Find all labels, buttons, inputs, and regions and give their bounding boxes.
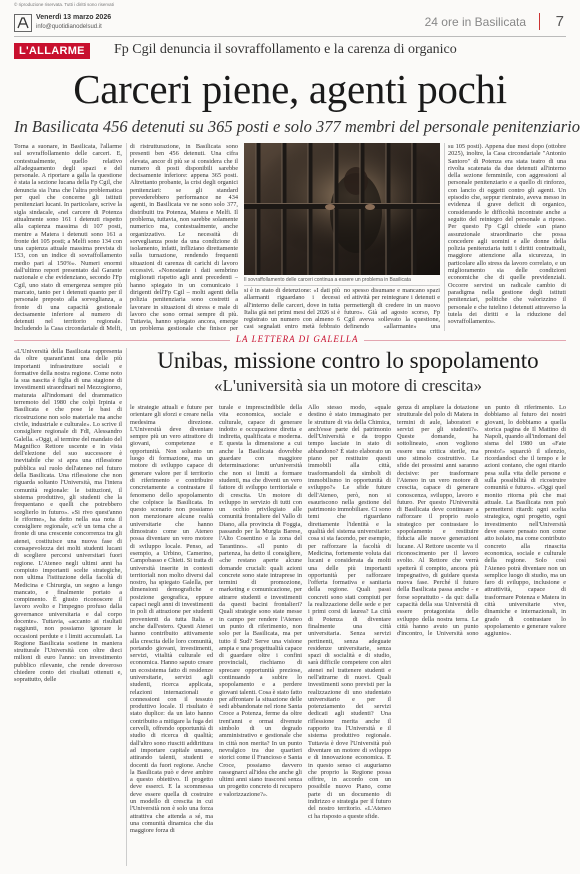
kicker-tag: L'ALLARME — [14, 43, 90, 59]
masthead-divider — [539, 13, 540, 30]
letter-column-1 — [14, 348, 122, 866]
article-column-2 — [130, 143, 238, 331]
subheadline: In Basilicata 456 detenuti su 365 posti e solo 377 membri del personale penitenziario — [14, 117, 580, 136]
article-column-1 — [14, 143, 122, 331]
issue-date: Venerdì 13 marzo 2026 — [36, 14, 112, 21]
article-text: di ristrutturazione, in Basilicata sono presenti ben 456 detenuti. Una cifra elevata, ancor di più se si considera che il numero di posti disponibili sarebbe decisamente inferiore: appena 365 posti. Altrettanto probante, la crisi degli organici penitenziari: se gli standard prevederebbero performance ne 434 agenti, in Basilicata ve ne sono solo 377, distribuiti tra Potenza, Matera e Melfi. Il problema, tuttavia, non sarebbe solamente numerico ma, contestualmente, anche organizzativo. Le necessità di sorveglianza poste da una condizione di isolamento, infatti, infliziano direttamente sulla turnazione, rendendo frequenti situazioni di carenza di carichi di lavoro eccessivi. «Nonostante i dati sembrino migliorati rispetto agli anni precedenti – hanno spiegato in un comunicato i dirigenti dell'Fp Cgil – molti agenti della polizia penitenziaria sono costretti a lavorare in situazioni di stress e male di lavoro che sono ormai sempre di più. Tuttavia, hanno spiegato ancora, emerge un problema gestionale che finisce per — [130, 143, 238, 331]
letter-subtitle: «L'università sia un motore di crescita» — [214, 376, 482, 395]
headline: Carceri piene, agenti pochi — [73, 66, 507, 112]
letter-column-5 — [397, 404, 566, 866]
kicker-text: Fp Cgil denuncia il sovraffollamento e la carenza di organico — [114, 42, 457, 57]
column-divider — [126, 143, 127, 331]
contact-email: info@quotidianodelsud.it — [36, 24, 102, 30]
page-number: 7 — [555, 13, 564, 30]
letter-text: Allo stesso modo, «quale destino è stato immaginato per le strutture di via della Chimica, anch'esse parte del patrimonio dell'Università e da troppo tempo lasciate in stato di abbandono? È stato elaborato un piano per restituire questi immobili alla città, trasformandoli da simboli di immobilismo in opportunità di sviluppo?» Le sfide future dell'Ateneo, però, non si esauriscono nella gestione del patrimonio immobiliare. Ci sono temi che riguardano direttamente l'identità e la qualità del sistema universitario: cosa si sta facendo, per esempio, per rafforzare la facoltà di Medicina, fortemente voluta dai lucani e considerata da molti una delle più importanti opportunità per rafforzare l'offerta formativa e sanitaria della regione. Quali passi concreti sono stati compiuti per la realizzazione delle sede e per i primi corsi di laurea? La città di Potenza di diventare finalmente una città universitaria. Senza servizi pertinenti, senza adeguate residenze universitarie, senza spazi di socialità e di studio, sarà difficile competere con altri atenei nel trattenere studenti e nell'attrarne di nuovi. Quali investimenti sono previsti per la realizzazione di uno studentato universitario e per il potenziamento dei servizi dedicati agli studenti? Una riflessione merita anche il rapporto tra l'Università e il sistema produttivo regionale. Tuttavia è dove l'Università può diventare un motore di sviluppo e di innovazione economica. E in questo senso ci auguriamo che proprio la Regione possa offrire, in accordo con un possibile nuovo Piano, come parte di un documento di indirizzo e strategia per il futuro del nostro territorio. «L'Ateneo ci ha risposto a queste sfide. — [308, 404, 391, 820]
article-column-3 — [244, 287, 340, 331]
article-text: Torna a suonare, in Basilicata, l'allarme sul sovraffollamento delle carceri. E, contestualmente, quello relativo all'adeguamento degli spazi e del personale. A riportare a galla la questione è stata la sezione lucana della Fp Cgil, che denuncia sia l'una che l'altra problematica per quel che concerne gli istituti penitenziari lucani. In particolare, scrive la sigla sindacale, «nel carcere di Potenza attualmente sono 161 i detenuti rispetto alla capienza massima di 107 posti, mentre a Matera i detenuti sono 161 a fronte dei 105 posti; a Melfi sono 134 con una capienza attuale massima prevista di 153, con un indice di sovraffollamento medio pari al 150%». Numeri enormi dall'ultimo report presentato dal Garante nazionale e che evidenziano, secondo l'Fp Cgil, uno stato di emergenza sempre più marcato, tanto per i detenuti quanto per il personale preposto alla sorveglianza, a fronte di una capacità gestionale decisamente inferiore al numero di detenuti nel territorio regionale. Includendo la Casa circondariale di Melfi, — [14, 143, 122, 331]
letter-title: Unibas, missione contro lo spopolamento — [157, 348, 539, 373]
article-photo — [244, 143, 440, 275]
letter-label: LA LETTERA DI GALELLA — [230, 334, 364, 344]
letter-text: genza di ampliare la dotazione strutturale del polo di Matera in termini di aule, laboratori e servizi per gli studenti?». Queste domande, ha sottolineato, «non vogliono essere una critica sterile, ma uno stimolo costruttivo. Le sfide dei prossimi anni saranno decisive: per trasformare l'Ateneo in un vero motore di crescita, capace di generare conoscenza, sviluppo, lavoro e futuro. Per questo l'Università di Basilicata deve continuare a rafforzare il proprio ruolo strategico per contrastare lo spopolamento e restituire fiducia alle nuove generazioni lucane. Al Rettore uscente va il riconoscimento per il lavoro svolto. Al Rettore che verrà spetterà il compito, ancora più impegnativo, di guidare questa nuova fase. Perché il futuro della Basilicata passa anche - e forse soprattutto - da qui: dalla capacità della sua Università di essere protagonista dello sviluppo della nostra terra. Le città hanno avuto un punto d'incontro, le Università sono un punto di riferimento. Lo dobbiamo al futuro dei nostri giovani, lo dobbiamo a quella storica pagina de Il Mattino di Napoli, quando all'indomani del sisma del 1980 un «Fate presto!» squarciò il silenzio, ricordandoci che il tempo e le azioni contano, che ogni ritardo pesa sulla vita delle persone e sulla possibilità di ricostruire comunità e futuro». «Oggi quel monito ritorna più che mai attuale. La Basilicata non può permettersi ritardi: ogni scelta strategica, ogni progetto, ogni investimento nell'Università deve essere pensato non come atto isolato, ma come contributo concreto alla rinascita economica, sociale e culturale della regione. Solo così l'Ateneo potrà diventare non un semplice luogo di studio, ma un faro di sviluppo, inclusione e attrattività, capace di trasformare Potenza e Matera in città universitarie vive, dinamiche e internazionali, in grado di contrastare lo spopolamento e generare valore aggiunto». — [397, 404, 566, 638]
section-name: 24 ore in Basilicata — [424, 15, 526, 29]
article-text: su 105 posti). Appena due mesi dopo (ottobre 2025), inoltre, la Casa circondariale "Antonio Santoro" di Potenza era stata teatro di una rivolta scatenata da due detenuti all'interno della sezione femminile, con aggressioni al personale penitenziario e a quello di rinforzo, con lancio di oggetti contro gli agenti. Un episodio che, seppur rientrato, aveva messo in evidenza il grave deficit di organico, considerando le difficoltà incontrate anche a seguito del reintegro del personale a riposo. Per questo Fp Cgil chiede «un piano assunzionale straordinario che possa concedere agli uomini e alle donne della polizia penitenziaria tutti i diritti contrattuali, maggiore attenzione alla sicurezza, in particolare allo stress da lavoro correlato, e un miglioramento sia delle condizioni economiche che di quelle previdenziali. Occorre servirsi un radicale cambio di paradigma nella gestione degli istituti penitenziari, politiche che valorizzino il personale e che tutelino i detenuti attraverso la tutela dei diritti e la riduzione del sovraffollamento». — [448, 143, 566, 326]
masthead — [14, 10, 566, 37]
column-divider — [126, 348, 127, 866]
letter-text: turale e imprescindibile della vita economica, sociale e culturale, capace di generare indotto e occupazione diretta e indiretta, qualificata e moderna. E questa la dimensione a cui anche la Basilicata dovrebbe guardare con maggiore determinazione: un'università che non si limiti a formare studenti, ma che diventi un vero fattore di sviluppo territoriale e di crescita. Un motore di sviluppo in servizio di tutti con un occhio privilegiato alle comunità frontaliere del Vallo di Diano, alla provincia di Foggia, passando per la Murgia Barese, l'Alto Cosentino e la zona del Tarantino». «Il punto di partenza, ha detto il consigliere, «che restano aperte alcune domande cruciali: quali azioni concrete sono state intraprese in termini di promozione, marketing e comunicazione, per attrarre studenti e investimenti da questi bacini frontalieri? Quali strategie sono state messe in campo per rendere l'Ateneo un punto di riferimento, non solo per la Basilicata, ma per tutto il Sud? Serve una visione ampia e una progettualità capace di guardare oltre i confini provinciali, rischiamo di sprecare opportunità preziose, continuando a subire lo spopolamento e a perdere giovani talenti. Cosa è stato fatto per affrontare la situazione delle sedi abbandonate nel rione Santa Croce a Potenza, ferme da oltre trent'anni e ormai divenute simbolo di un degrado amministrativo e gestionale che in città non merita? In un punto nevralgico tra due quartieri storici come il Francioso e Santa Croce, possiamo davvero rassegnarci all'idea che anche gli ultimi anni siano trascorsi senza un progetto concreto di recupero e valorizzazione?». — [219, 404, 302, 798]
article-text: si è in stato di detenzione: «I dati più allarmanti riguardano i decessi all'interno delle carceri, dove in tutta Italia già nei primi mesi del 2026 si è registrato un numero con almeno 6 casi segnalati entro metà febbraio — [244, 287, 340, 331]
newspaper-logo — [14, 14, 32, 32]
article-column-5 — [448, 143, 566, 331]
prison-bars-photo — [244, 143, 440, 275]
letter-column-2 — [130, 404, 213, 866]
column-divider — [444, 143, 445, 331]
copyright-notice: © riproduzione riservata. Tutti i diritti sono riservati — [14, 2, 114, 7]
letter-column-4 — [308, 404, 391, 866]
photo-caption: Il sovraffollamento delle carceri continua a essere un problema in Basilicata — [244, 277, 440, 286]
letter-text: «L'Università della Basilicata rappresenta da oltre quarant'anni una delle più importanti infrastrutture sociali e formative della nostra regione. Come noto la sua nascita è figlia di una stagione di investimenti straordinari nel Mezzogiorno, maturata all'indomani del drammatico terremoto del 1980 che colpì Irpinia e Basilicata e che pose le basi di ricostruzione non solo materiale ma anche civile, industriale e culturale». Lo scrive il consigliere regionale di FdI, Alessandro Galella. «Oggi, al termine del mandato del Magnifico Rettore uscente e in vista dell'elezione del suo successore è inevitabile che si apra una riflessione pubblica sul ruolo dell'ateneo nel futuro della Basilicata. Una riflessione che non riguarda soltanto l'Università, ma l'intera comunità regionale: le istituzioni, il sistema produttivo, gli studenti che la frequentano e quelli che potrebbero sceglierlo in futuro». «Si rivo quest'anno le riforme», ha detto nella sua nota il consigliere regionale, «c'è un tema che a fronte di una crescente concorrenza tra gli atenei, costituisce una nuova fase di consapevolezza dei molti studenti lucani di scegliere percorsi universitari fuori regione. L'Ateneo negli ultimi anni ha compiuto importanti scelte strategiche, non ultima l'istituzione della facoltà di Medicina e Chirurgia, un segno a lungo mancato, e finalmente portato a compimento. È giusto riconoscere il lavoro svolto e l'impegno profuso dalla governance universitaria e dal corpo docente». Tuttavia, «accanto ai risultati raggiunti, non possiamo ignorare le occasioni perdute e i limiti accumulati. La Regione Basilicata sostiene in maniera strutturale l'Università con oltre dieci milioni di euro l'anno: un investimento pubblico rilevante, che rende doveroso chiedere conto dei risultati ottenuti e, soprattutto, delle — [14, 348, 122, 684]
article-column-4 — [344, 287, 440, 331]
article-text: no spesso disumane e mancano spazi ed attività per reintegrare i detenuti e permettergli di credere in un nuovo futuro». Già ad agosto scorso, Fp Cgil aveva sollevato la questione, definendo «allarmante» una — [344, 287, 440, 331]
kicker-row — [14, 43, 566, 59]
letter-text: le strategie attuali e future per orientare gli sforzi e creare nella medesima direzione. L'Università deve diventare sempre più un vero attrattore di giovani, competenze e opportunità. Non soltanto un luogo di formazione, ma un motore di sviluppo capace di generare valore per il territorio di riferimento e contribuire concretamente a contrastare il fenomeno dello spopolamento che colpisce la Basilicata. In questo scenario non possiamo non menzionare alcune realtà universitarie che hanno dimostrato come un Ateneo possa diventare un vero motore di sviluppo locale. Penso, ad esempio, a Urbino, Camerino, Campobasso e Chieti. Si tratta di università inserite in contesti territoriali non molto diversi dal nostro, ha spiegato Galella, per dimensioni demografiche e posizione geografica, eppure capaci negli anni di investimenti in poli di attrazione per studenti provenienti da tutta Italia e anche dall'estero. Questi Atenei hanno contribuito attivamente alla crescita delle loro comunità, portando giovani, investimenti, servizi, vitalità culturale ed economica. Hanno saputo creare un ecosistema fatto di residenze universitarie, servizi agli studenti, ricerca applicata, relazioni internazionali e connessioni con il tessuto produttivo locale. Il risultato è stato duplice: da un lato hanno contribuito a mitigare la fuga dei cervelli, offrendo opportunità di studio di ricerca di qualità; dall'altro sono riusciti addirittura ad importare capitale umano, attirando talenti, studenti e docenti da fuori regione. Anche la Basilicata può e deve ambire a questo obiettivo. Il progetto deve esserci. E la scommessa deve essere quella di costruire un modello di crescita in cui l'Università non è solo una forza attrattiva che attenda a sé, ma una comunità dinamica che dia maggiore forza di — [130, 404, 213, 835]
letter-column-3 — [219, 404, 302, 866]
